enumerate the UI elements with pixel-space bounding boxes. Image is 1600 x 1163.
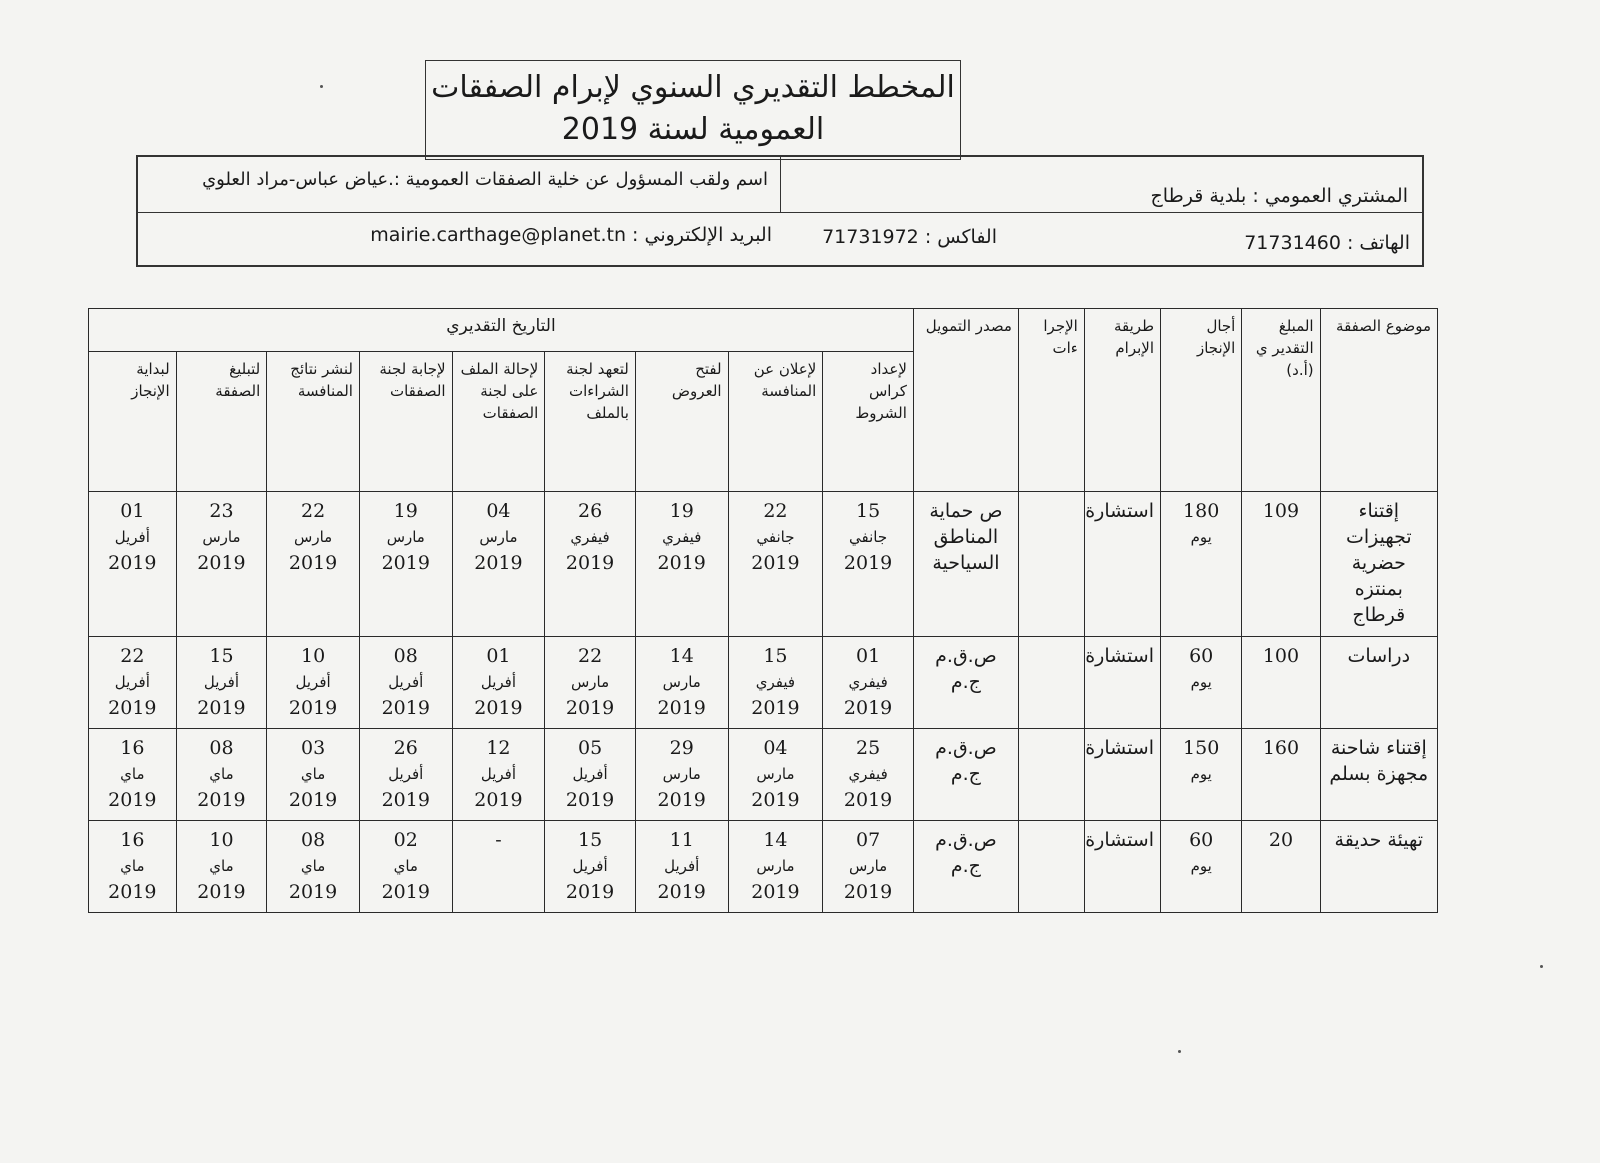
date-year: 2019: [108, 881, 157, 903]
date-month: مارس: [662, 673, 701, 691]
cell-date: [635, 637, 728, 729]
date-month: أفريل: [572, 857, 608, 875]
date-year: 2019: [288, 789, 338, 811]
date-year: 2019: [381, 552, 430, 574]
date-month: مارس: [202, 528, 241, 546]
cell-date: [89, 637, 177, 729]
responsible-name: اسم ولقب المسؤول عن خلية الصفقات العمومية :.عياض عباس-مراد العلوي: [202, 169, 768, 190]
date-month: مارس: [849, 857, 888, 875]
buyer-info-box: [136, 155, 1424, 267]
table-row: [89, 821, 1438, 913]
responsible-cell: [138, 157, 782, 212]
date-day: 15: [577, 829, 603, 851]
cell-procedures: [1018, 821, 1084, 913]
info-row-1: [138, 157, 1422, 213]
cell-date: [452, 729, 545, 821]
date-year: 2019: [751, 552, 800, 574]
date-year: 2019: [474, 789, 523, 811]
cell-funding: ص.ق.م ج.م: [913, 637, 1018, 729]
cell-funding: ص.ق.م ج.م: [913, 821, 1018, 913]
date-year: 2019: [843, 881, 893, 903]
date-year: 2019: [197, 552, 246, 574]
cell-date: [176, 637, 267, 729]
date-year: 2019: [751, 789, 800, 811]
date-day: 16: [120, 737, 145, 759]
cell-date: [359, 821, 452, 913]
cell-amount: 100: [1242, 637, 1320, 729]
cell-amount: 109: [1242, 492, 1320, 637]
date-day: 08: [301, 829, 326, 851]
date-day: 29: [669, 737, 694, 759]
duration-unit: يوم: [1190, 857, 1212, 875]
date-month: أفريل: [114, 673, 150, 691]
cell-funding: ص.ق.م ج.م: [913, 729, 1018, 821]
date-year: 2019: [288, 697, 338, 719]
date-month: مارس: [294, 528, 333, 546]
date-year: 2019: [843, 552, 893, 574]
date-month: ماي: [393, 857, 418, 875]
duration-number: 150: [1183, 737, 1220, 759]
col-date-8: لبداية الإنجاز: [89, 352, 177, 492]
cell-date: [823, 821, 914, 913]
date-month: فيفري: [848, 673, 888, 691]
date-month: مارس: [571, 673, 610, 691]
date-day: 10: [301, 645, 326, 667]
date-month: مارس: [386, 528, 425, 546]
col-date-0: لإعداد كراس الشروط: [823, 352, 914, 492]
cell-date: [176, 821, 267, 913]
date-day: 10: [209, 829, 234, 851]
cell-date: [267, 821, 360, 913]
date-year: 2019: [381, 697, 430, 719]
date-year: 2019: [657, 789, 706, 811]
date-day: 19: [393, 500, 418, 522]
date-month: مارس: [756, 857, 795, 875]
col-duration: أجال الإنجاز: [1161, 309, 1242, 492]
date-year: 2019: [197, 697, 246, 719]
cell-subject: دراسات: [1320, 637, 1437, 729]
date-month: أفريل: [480, 673, 517, 691]
cell-date: [728, 729, 823, 821]
date-month: جانفي: [849, 528, 888, 546]
cell-method: استشارة: [1084, 729, 1160, 821]
date-day: 16: [120, 829, 145, 851]
cell-procedures: [1018, 729, 1084, 821]
cell-procedures: [1018, 637, 1084, 729]
date-year: 2019: [197, 789, 246, 811]
date-year: 2019: [751, 881, 800, 903]
date-year: 2019: [288, 552, 338, 574]
date-year: 2019: [565, 789, 615, 811]
col-date-4: لإحالة الملف على لجنة الصفقات: [452, 352, 545, 492]
date-day: 05: [577, 737, 603, 759]
date-year: 2019: [657, 697, 706, 719]
col-date-3: لتعهد لجنة الشراءات بالملف: [545, 352, 636, 492]
duration-unit: يوم: [1190, 528, 1212, 546]
date-year: 2019: [381, 881, 430, 903]
date-day: 12: [486, 737, 511, 759]
fax-number: الفاكس : 71731972: [822, 226, 997, 248]
col-group-dates: التاريخ التقديري: [89, 309, 914, 352]
cell-method: استشارة: [1084, 821, 1160, 913]
header-row-1: [89, 309, 1438, 352]
col-date-6: لنشر نتائج المنافسة: [267, 352, 360, 492]
cell-date: [635, 821, 728, 913]
buyer-name: المشتري العمومي : بلدية قرطاج: [1150, 185, 1408, 207]
date-day: 07: [856, 829, 881, 851]
date-day: 22: [763, 500, 788, 522]
procurement-plan-table-wrapper: [88, 308, 1438, 913]
title-line-1: المخطط التقديري السنوي لإبرام الصفقات: [431, 70, 955, 105]
date-day: 22: [577, 645, 603, 667]
date-year: 2019: [108, 697, 157, 719]
date-year: 2019: [381, 789, 430, 811]
cell-date: [823, 492, 914, 637]
date-day: 22: [301, 500, 326, 522]
date-day: 14: [669, 645, 694, 667]
phone-number: الهاتف : 71731460: [1244, 232, 1410, 254]
cell-date: [823, 637, 914, 729]
col-date-1: لإعلان عن المنافسة: [728, 352, 823, 492]
col-amount: المبلغ التقدير ي (أ.د): [1242, 309, 1320, 492]
cell-date: [359, 637, 452, 729]
date-day: 01: [486, 645, 511, 667]
duration-number: 60: [1189, 645, 1214, 667]
cell-duration: [1161, 492, 1242, 637]
date-day: 08: [209, 737, 234, 759]
cell-date: [89, 492, 177, 637]
cell-subject: إقتناء تجهيزات حضرية بمنتزه قرطاج: [1320, 492, 1437, 637]
cell-date: [728, 492, 823, 637]
date-day: 15: [209, 645, 234, 667]
date-month: جانفي: [756, 528, 795, 546]
cell-duration: [1161, 637, 1242, 729]
date-year: 2019: [657, 881, 706, 903]
date-month: فيفري: [755, 673, 796, 691]
document-title-box: [425, 60, 961, 160]
col-date-2: لفتح العروض: [635, 352, 728, 492]
date-month: فيفري: [662, 528, 702, 546]
col-funding: مصدر التمويل: [913, 309, 1018, 492]
date-day: 15: [763, 645, 788, 667]
date-month: أفريل: [388, 765, 424, 783]
cell-date: [267, 492, 360, 637]
date-month: أفريل: [480, 765, 517, 783]
col-method: طريقة الإبرام: [1084, 309, 1160, 492]
date-day: 15: [856, 500, 881, 522]
cell-amount: 160: [1242, 729, 1320, 821]
duration-number: 60: [1189, 829, 1214, 851]
date-month: فيفري: [570, 528, 610, 546]
date-month: أفريل: [114, 528, 150, 546]
cell-date: [89, 821, 177, 913]
date-day: 04: [763, 737, 788, 759]
date-day: 01: [856, 645, 881, 667]
cell-date: [728, 637, 823, 729]
cell-duration: [1161, 729, 1242, 821]
date-month: ماي: [120, 765, 145, 783]
date-day: 26: [577, 500, 603, 522]
table-body: [89, 492, 1438, 913]
date-year: 2019: [474, 697, 523, 719]
scan-speck: [320, 85, 323, 88]
cell-amount: 20: [1242, 821, 1320, 913]
date-month: ماي: [209, 857, 234, 875]
cell-procedures: [1018, 492, 1084, 637]
date-month: أفريل: [388, 673, 424, 691]
date-year: 2019: [751, 697, 800, 719]
cell-date: [545, 492, 636, 637]
col-date-5: لإجابة لجنة الصفقات: [359, 352, 452, 492]
date-month: ماي: [120, 857, 145, 875]
cell-date: [635, 492, 728, 637]
scan-speck: [1178, 1050, 1181, 1053]
cell-date: [545, 729, 636, 821]
date-day: 14: [763, 829, 788, 851]
cell-date: [89, 729, 177, 821]
date-day: 26: [393, 737, 418, 759]
cell-date: [359, 729, 452, 821]
date-month: ماي: [300, 857, 326, 875]
cell-date: [176, 729, 267, 821]
col-date-7: لتبليغ الصفقة: [176, 352, 267, 492]
date-day: 11: [669, 829, 694, 851]
date-month: أفريل: [203, 673, 240, 691]
cell-date: [176, 492, 267, 637]
procurement-plan-table: [88, 308, 1438, 913]
duration-number: 180: [1183, 500, 1220, 522]
date-year: 2019: [565, 552, 615, 574]
date-year: 2019: [565, 697, 615, 719]
cell-date: [452, 821, 545, 913]
date-year: 2019: [843, 697, 893, 719]
buyer-cell: [780, 157, 1422, 212]
cell-date: [267, 729, 360, 821]
date-month: مارس: [662, 765, 701, 783]
date-day: 22: [120, 645, 145, 667]
col-procedures: الإجرا ءات: [1018, 309, 1084, 492]
table-row: [89, 637, 1438, 729]
email-address: البريد الإلكتروني : mairie.carthage@planet.tn: [370, 224, 772, 246]
date-month: أفريل: [295, 673, 331, 691]
cell-funding: ص حماية المناطق السياحية: [913, 492, 1018, 637]
cell-date: [728, 821, 823, 913]
cell-date: [823, 729, 914, 821]
cell-date: [359, 492, 452, 637]
col-subject: موضوع الصفقة: [1320, 309, 1437, 492]
duration-unit: يوم: [1190, 765, 1212, 783]
cell-date: [545, 821, 636, 913]
cell-date: [452, 637, 545, 729]
date-year: 2019: [108, 552, 157, 574]
scan-speck: [1540, 965, 1543, 968]
date-year: 2019: [108, 789, 157, 811]
cell-subject: إقتناء شاحنة مجهزة بسلم: [1320, 729, 1437, 821]
date-month: أفريل: [572, 765, 608, 783]
date-year: 2019: [474, 552, 523, 574]
date-year: 2019: [197, 881, 246, 903]
date-day: 25: [856, 737, 881, 759]
date-day: 04: [486, 500, 511, 522]
date-day: 08: [393, 645, 418, 667]
date-day: -: [495, 829, 502, 851]
date-month: مارس: [756, 765, 795, 783]
date-month: أفريل: [664, 857, 700, 875]
date-day: 23: [209, 500, 234, 522]
duration-unit: يوم: [1190, 673, 1212, 691]
date-month: فيفري: [848, 765, 888, 783]
date-day: 02: [393, 829, 418, 851]
cell-date: [267, 637, 360, 729]
cell-duration: [1161, 821, 1242, 913]
cell-date: [635, 729, 728, 821]
info-row-2: [138, 212, 1422, 267]
cell-method: استشارة: [1084, 637, 1160, 729]
cell-subject: تهيئة حديقة: [1320, 821, 1437, 913]
table-row: [89, 729, 1438, 821]
date-month: مارس: [479, 528, 518, 546]
date-year: 2019: [843, 789, 893, 811]
cell-method: استشارة: [1084, 492, 1160, 637]
date-month: ماي: [300, 765, 326, 783]
table-row: [89, 492, 1438, 637]
title-line-2: العمومية لسنة 2019: [561, 112, 825, 147]
date-day: 03: [301, 737, 326, 759]
date-year: 2019: [565, 881, 615, 903]
cell-date: [452, 492, 545, 637]
cell-date: [545, 637, 636, 729]
date-month: ماي: [209, 765, 234, 783]
date-day: 01: [120, 500, 145, 522]
date-day: 19: [669, 500, 694, 522]
date-year: 2019: [288, 881, 338, 903]
date-year: 2019: [657, 552, 706, 574]
